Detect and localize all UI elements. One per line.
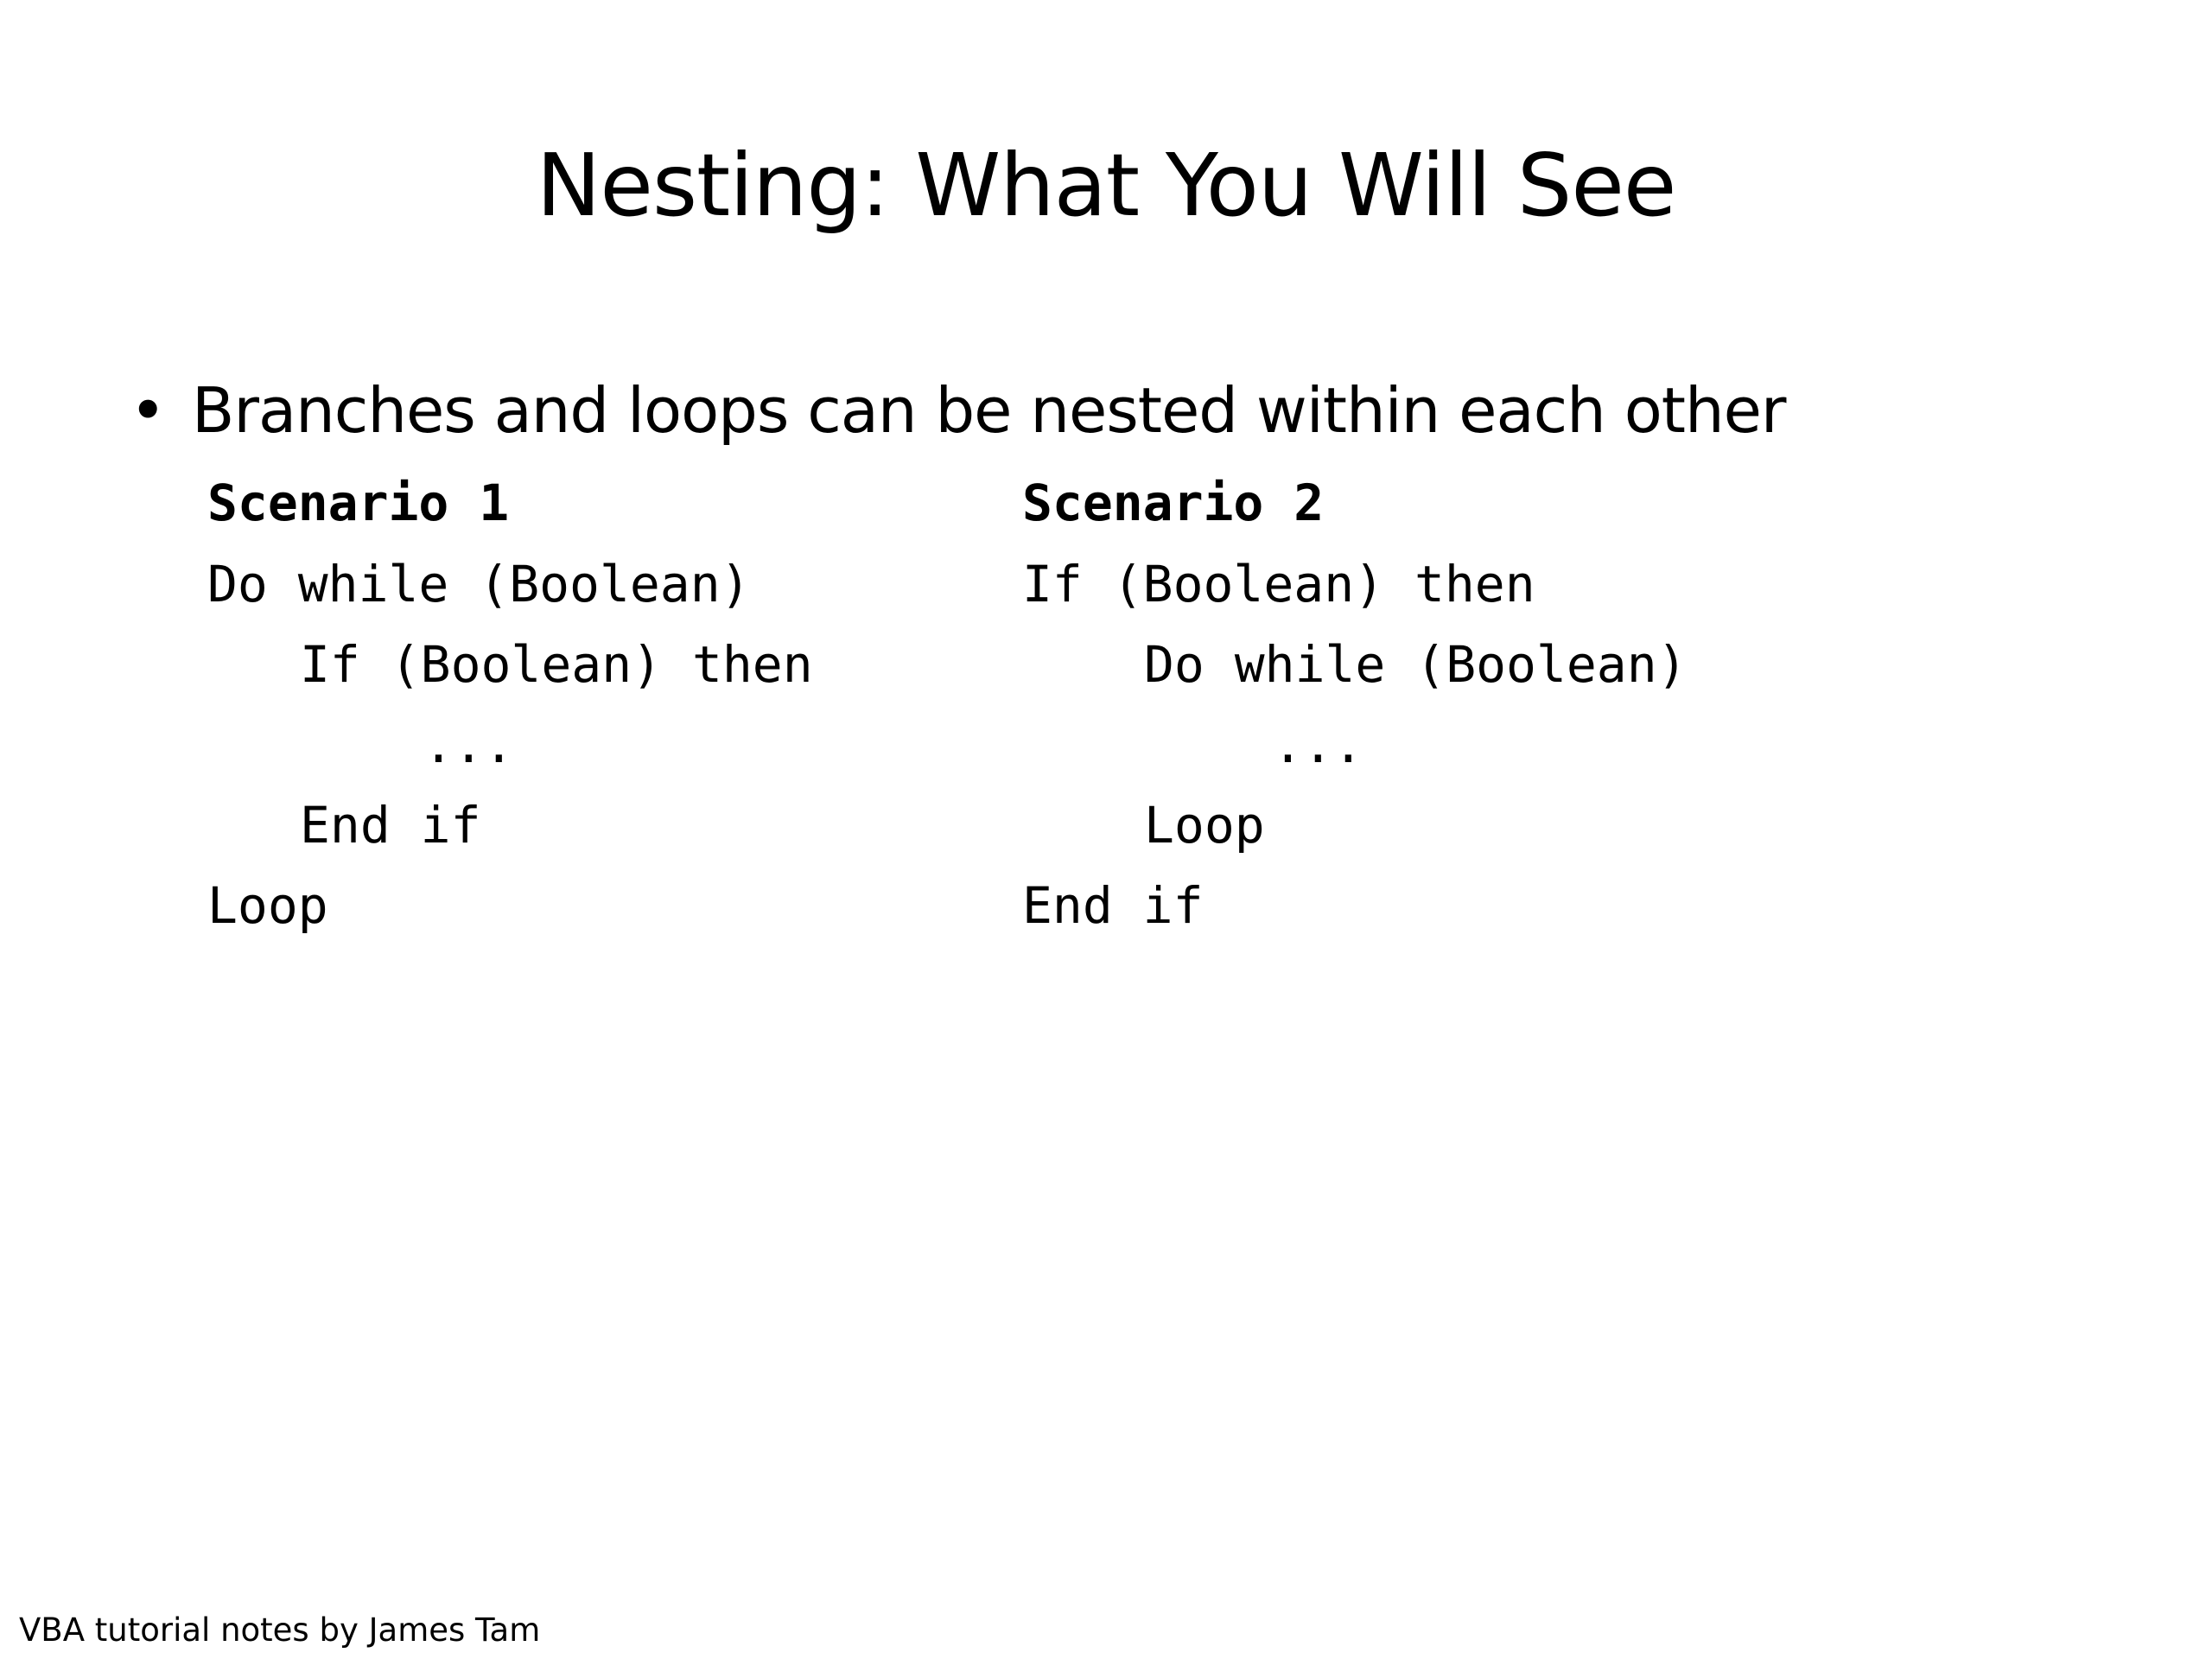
code-line: If (Boolean) then <box>1022 555 1535 613</box>
code-line: End if <box>300 796 481 855</box>
footer-note: VBA tutorial notes by James Tam <box>19 1611 541 1649</box>
bullet-text: Branches and loops can be nested within each other <box>192 374 1786 447</box>
code-line: If (Boolean) then <box>300 635 813 694</box>
code-line: ... <box>1273 715 1363 774</box>
scenario-2-heading: Scenario 2 <box>1022 474 1325 532</box>
code-line: End if <box>1022 876 1204 935</box>
code-line: Loop <box>207 876 328 935</box>
scenario-1-heading: Scenario 1 <box>207 474 510 532</box>
code-line: Do while (Boolean) <box>1144 635 1688 694</box>
code-line: Do while (Boolean) <box>207 555 751 613</box>
slide-title: Nesting: What You Will See <box>536 135 1676 236</box>
bullet-marker: • <box>130 374 167 447</box>
code-line: ... <box>423 715 514 774</box>
code-line: Loop <box>1144 796 1265 855</box>
